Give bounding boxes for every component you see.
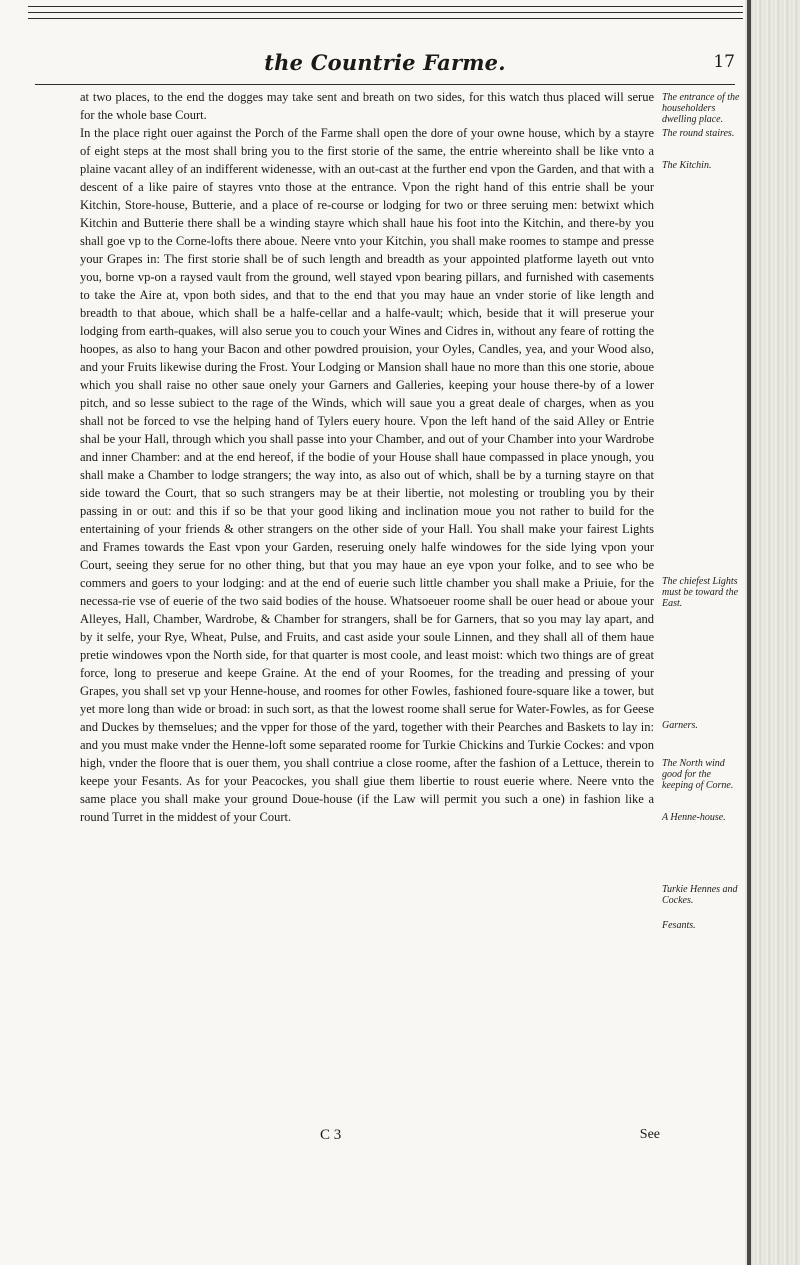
running-header xyxy=(35,50,735,80)
header-rule xyxy=(35,84,735,85)
paragraph-2: In the place right ouer against the Porch of the Farme shall open the dore of your owne house, which by a stayre of eight steps at the most shall bring you to the first storie of the same, the entrie whereinto shall be like vnto a plaine vacant alley of an indifferent widenesse, with an out-cast at the further end vpon the Garden, and that with a descent of a like paire of stayres vnto those at the entrance. Vpon the right hand of this entrie shall be your Kitchin, Store-house, Butterie, and a place of re-course or lodging for two or three seruing men: betwixt which Kitchin and Butterie there shall be a winding stayre which shall haue his foot into the Kitchin, and there-by you shall goe vp to the Corne-lofts there aboue. Neere vnto your Kitchin, you shall make roomes to stampe and presse your Grapes in: The first storie shall be of such length and breadth as your appointed platforme layeth out vnto you, borne vp-on a raysed vault from the ground, well stayed vpon bearing pillars, and furnished with casements to take the Aire at, vpon both sides, and that to the end that you may haue an vnder storie of like length and breadth to that aboue, which shall be a halfe-cellar and a halfe-vault; which, beside that it will preserue your lodging from earth-quakes, will also serue you to couch your Wines and Cidres in, without any feare of rotting the hoopes, as also to hang your Bacon and other powdred prouision, your Oyles, Candles, yea, and your Wood also, and your Fruits likewise during the Frost. Your Lodging or Mansion shall haue no more than this one storie, aboue which you shall raise no other saue onely your Garners and Galleries, keeping your house there-by of a lower pitch, and so lesse subiect to the rage of the Winds, which will saue you a great deale of charges, when as you shall not be forced to vse the helping hand of Tylers euery houre. Vpon the left hand of the said Alley or Entrie shal be your Hall, through which you shall passe into your Chamber, and out of your Chamber into your Wardrobe and inner Chamber: and at the end hereof, if the bodie of your House shall haue compassed in place ynough, you shall make a Chamber to lodge strangers; the way into, as also out of which, shall be by a turning stayre on that side toward the Court, that so such strangers may be at their libertie, not molesting or troubling you by their passing in or out: and this if so be that your good liking and inclination moue you not rather to build for the entertaining of your friends & other strangers on the other side of your Hall. You shall make your fairest Lights and Frames towards the East vpon your Garden, reseruing onely halfe windowes for the side lying vpon your Court, seeing they serue for no other thing, but that you may haue an eye vpon your folke, and to see who be commers and goers to your lodging: and at the end of euerie such little chamber you shall make a Priuie, for the necessa-rie vse of euerie of the two said bodies of the house. Whatsoeuer roome shall be ouer head or aboue your Alleyes, Hall, Chamber, Wardrobe, & Chamber for strangers, shall be for Garners, that so you may lay apart, and by it selfe, your Rye, Wheat, Pulse, and Fruits, and cast aside your soule Linnen, and they shall all of them haue pretie windowes vpon the North side, for that quarter is most coole, and least moist: which two things are of great force, long to preserue and keepe Graine. At the end of your Roomes, for the treading and pressing of your Grapes, you shall set vp your Henne-house, and roomes for other Fowles, fashioned foure-square like a tower, but yet more long than wide or broad: in such sort, as that the lowest roome shall serue for Water-Fowles, as for Geese and Duckes by themselues; and the vpper for those of the yard, together with their Pearches and Baskets to lay in: and you must make vnder the Henne-loft some separated roome for Turkie Chickins and Turkie Cockes: and vpon high, vnder the floore that is ouer them, you shall contriue a close roome, after the fashion of a Lettuce, therein to keepe your Fesants. As for your Peacockes, you shall giue them libertie to roust euerie where. Neere vnto the same place you shall make your ground Doue-house (if the Law will permit you such a one) in fashion like a round Turret in the middest of your Court. xyxy=(80,126,654,824)
catchword: See xyxy=(639,1127,660,1142)
margin-note-north-wind: The North wind good for the keeping of Corne. xyxy=(662,758,734,791)
paragraph-1: at two places, to the end the dogges may take sent and breath on two sides, for this watch thus placed will serue for the whole base Court. xyxy=(80,90,654,122)
body-text xyxy=(80,88,654,826)
margin-note-lights-east: The chiefest Lights must be toward the East. xyxy=(662,576,739,609)
margin-note-henne-house: A Henne-house. xyxy=(662,812,726,823)
margin-note-fesants: Fesants. xyxy=(662,920,696,931)
margin-note-garners: Garners. xyxy=(662,720,698,731)
margin-note-round-staires: The round staires. xyxy=(662,128,735,139)
page-footer xyxy=(80,1127,660,1149)
margin-note-kitchin: The Kitchin. xyxy=(662,160,712,171)
page-gutter xyxy=(745,0,800,1265)
running-title: the Countrie Farme. xyxy=(264,50,506,75)
margin-note-turkie: Turkie Hennes and Cockes. xyxy=(662,884,738,906)
top-rule-2 xyxy=(28,12,743,13)
top-rule-1 xyxy=(28,6,743,7)
top-rule-3 xyxy=(28,18,743,19)
page-number: 17 xyxy=(713,52,735,72)
signature-mark: C 3 xyxy=(320,1127,342,1143)
binding-edge xyxy=(747,0,751,1265)
margin-note-entrance: The entrance of the householders dwelling place. xyxy=(662,92,740,125)
